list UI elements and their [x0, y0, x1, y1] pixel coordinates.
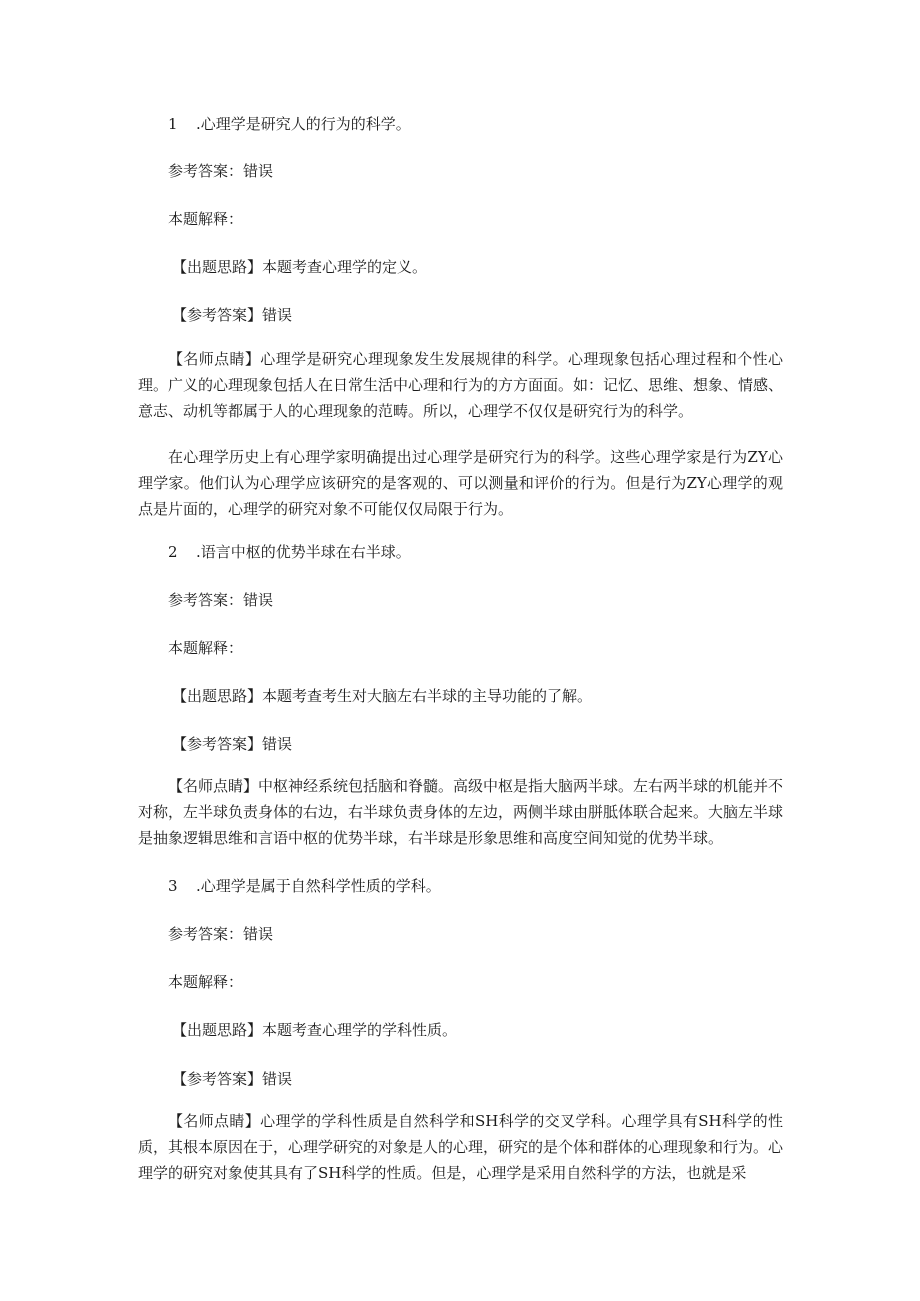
answer-label: 参考答案：错误	[168, 162, 274, 180]
question-text: .心理学是研究人的行为的科学。	[196, 115, 411, 133]
comment-paragraph: 【名师点睛】心理学的学科性质是自然科学和SH科学的交叉学科。心理学具有SH科学的性质，其根本原因在于，心理学研究的对象是人的心理，研究的是个体和群体的心理现象和行为。心理学的研究对象使其具有了SH科学的性质。但是，心理学是采用自然科学的方法，也就是采	[138, 1112, 783, 1182]
answer-label: 参考答案：错误	[168, 591, 274, 609]
question-2	[168, 542, 411, 562]
idea-text: 【出题思路】本题考查心理学的定义。	[172, 258, 428, 276]
explain-label: 本题解释：	[168, 210, 244, 228]
ref-answer-text: 【参考答案】错误	[172, 1070, 293, 1088]
question-text: .语言中枢的优势半球在右半球。	[196, 543, 411, 561]
ref-answer-text: 【参考答案】错误	[172, 735, 293, 753]
answer-label: 参考答案：错误	[168, 925, 274, 943]
question-number: 2	[168, 543, 178, 561]
question-number: 1	[168, 115, 178, 133]
comment-paragraph: 【名师点睛】心理学是研究心理现象发生发展规律的科学。心理现象包括心理过程和个性心理。广义的心理现象包括人在日常生活中心理和行为的方方面面。如：记忆、思维、想象、情感、意志、动机等都属于人的心理现象的范畴。所以，心理学不仅仅是研究行为的科学。	[138, 350, 784, 420]
ref-answer-text: 【参考答案】错误	[172, 306, 293, 324]
extra-paragraph: 在心理学历史上有心理学家明确提出过心理学是研究行为的科学。这些心理学家是行为ZY心理学家。他们认为心理学应该研究的是客观的、可以测量和评价的行为。但是行为ZY心理学的观点是片面的，心理学的研究对象不可能仅仅局限于行为。	[138, 448, 783, 518]
comment-paragraph: 【名师点睛】中枢神经系统包括脑和脊髓。高级中枢是指大脑两半球。左右两半球的机能并不对称，左半球负责身体的右边，右半球负责身体的左边，两侧半球由胼胝体联合起来。大脑左半球是抽象逻辑思维和言语中枢的优势半球，右半球是形象思维和高度空间知觉的优势半球。	[138, 777, 784, 847]
question-3	[168, 876, 441, 896]
question-text: .心理学是属于自然科学性质的学科。	[196, 877, 441, 895]
idea-text: 【出题思路】本题考查考生对大脑左右半球的主导功能的了解。	[172, 687, 593, 705]
explain-label: 本题解释：	[168, 639, 244, 657]
question-number: 3	[168, 877, 178, 895]
question-1	[168, 114, 411, 134]
idea-text: 【出题思路】本题考查心理学的学科性质。	[172, 1021, 458, 1039]
explain-label: 本题解释：	[168, 973, 244, 991]
